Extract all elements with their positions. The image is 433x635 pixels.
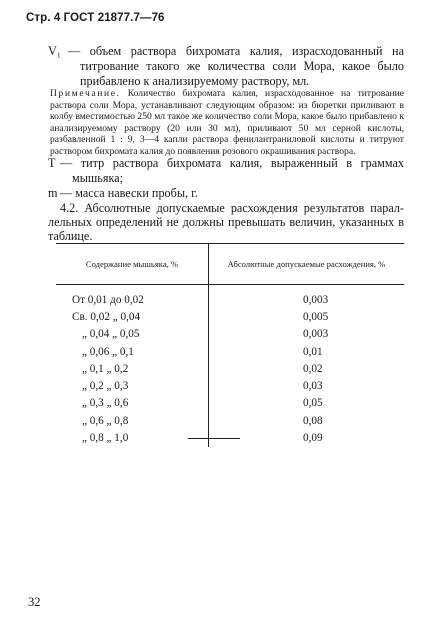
note-text: Количество бихромата калия, израсходованное на титрование раствора соли Мора, устанавливают следующим образом: из бюретки приливают в колбу вместимостью 250 мл такое же количество соли Мора, какое было прибавлено к анализируемому раствору (20 или 30 мл), приливают 50 мл серной кислоты, разбавленной 1 : 9, 3—4 капли раствора фенилантраниловой кислоты и титруют раствором бихромата калия до появления розового окрашивания раствора. — [50, 88, 404, 157]
end-rule-divider — [188, 438, 240, 439]
v1-symbol: V₁ — [48, 44, 62, 58]
table-header-tolerance: Абсолютные допускаемые расхождения, % — [209, 244, 405, 285]
m-definition-line-1: — масса навески пробы, г. — [60, 186, 198, 200]
table-cell-content: Св. 0,02 „ 0,04 — [56, 308, 209, 325]
table-cell-tolerance: 0,08 — [303, 414, 323, 427]
table-cell-tolerance: 0,02 — [303, 362, 323, 375]
v1-definition-line-3: прибавлено к анализируемому раствору, мл. — [80, 74, 310, 88]
table-cell-content: „ 0,6 „ 0,8 — [56, 412, 209, 429]
note-paragraph — [50, 88, 404, 158]
table-row — [56, 377, 404, 394]
table-row — [56, 285, 404, 309]
table-cell-content: „ 0,2 „ 0,3 — [56, 377, 209, 394]
v1-definition-line-1: — объем раствора бихромата калия, израсходованный на — [68, 44, 404, 58]
table-cell-tolerance: 0,003 — [303, 293, 329, 306]
v1-definition-line-2: титрование такого же количества соли Мора, какое было — [80, 59, 404, 73]
m-symbol: m — [48, 186, 58, 200]
table-row — [56, 343, 404, 360]
table-cell-content: „ 0,06 „ 0,1 — [56, 343, 209, 360]
table-row — [56, 395, 404, 412]
note-label: Примечание. — [50, 88, 121, 99]
section-4-2-line-2: лельных определений не должны превышать величин, указанных в — [48, 215, 404, 229]
table-row — [56, 308, 404, 325]
table-cell-tolerance: 0,01 — [303, 345, 323, 358]
tolerance-table — [56, 243, 404, 447]
table-cell-content: „ 0,04 „ 0,05 — [56, 326, 209, 343]
table-header-arsenic-content: Содержание мышьяка, % — [56, 244, 209, 285]
table-cell-tolerance: 0,005 — [303, 310, 329, 323]
table-cell-tolerance: 0,003 — [303, 328, 329, 341]
table-row — [56, 326, 404, 343]
t-definition-line-1: — титр раствора бихромата калия, выраженный в граммах — [60, 156, 404, 170]
page-header: Стр. 4 ГОСТ 21877.7—76 — [26, 12, 165, 24]
table-cell-content: „ 0,1 „ 0,2 — [56, 360, 209, 377]
table-cell-tolerance: 0,05 — [303, 397, 323, 410]
table-cell-tolerance: 0,09 — [303, 432, 323, 445]
page-number: 32 — [28, 595, 41, 609]
t-symbol: T — [48, 156, 56, 170]
table-row — [56, 360, 404, 377]
t-definition-line-2: мышьяка; — [72, 171, 123, 185]
table-cell-content: „ 0,3 „ 0,6 — [56, 395, 209, 412]
section-4-2-line-1: 4.2. Абсолютные допускаемые расхождения результатов парал- — [60, 201, 404, 215]
table-row — [56, 412, 404, 429]
table-cell-content: „ 0,8 „ 1,0 — [56, 429, 209, 446]
table-cell-content: От 0,01 до 0,02 — [56, 285, 209, 309]
section-4-2-line-3: таблице. — [48, 229, 93, 243]
table-cell-tolerance: 0,03 — [303, 380, 323, 393]
